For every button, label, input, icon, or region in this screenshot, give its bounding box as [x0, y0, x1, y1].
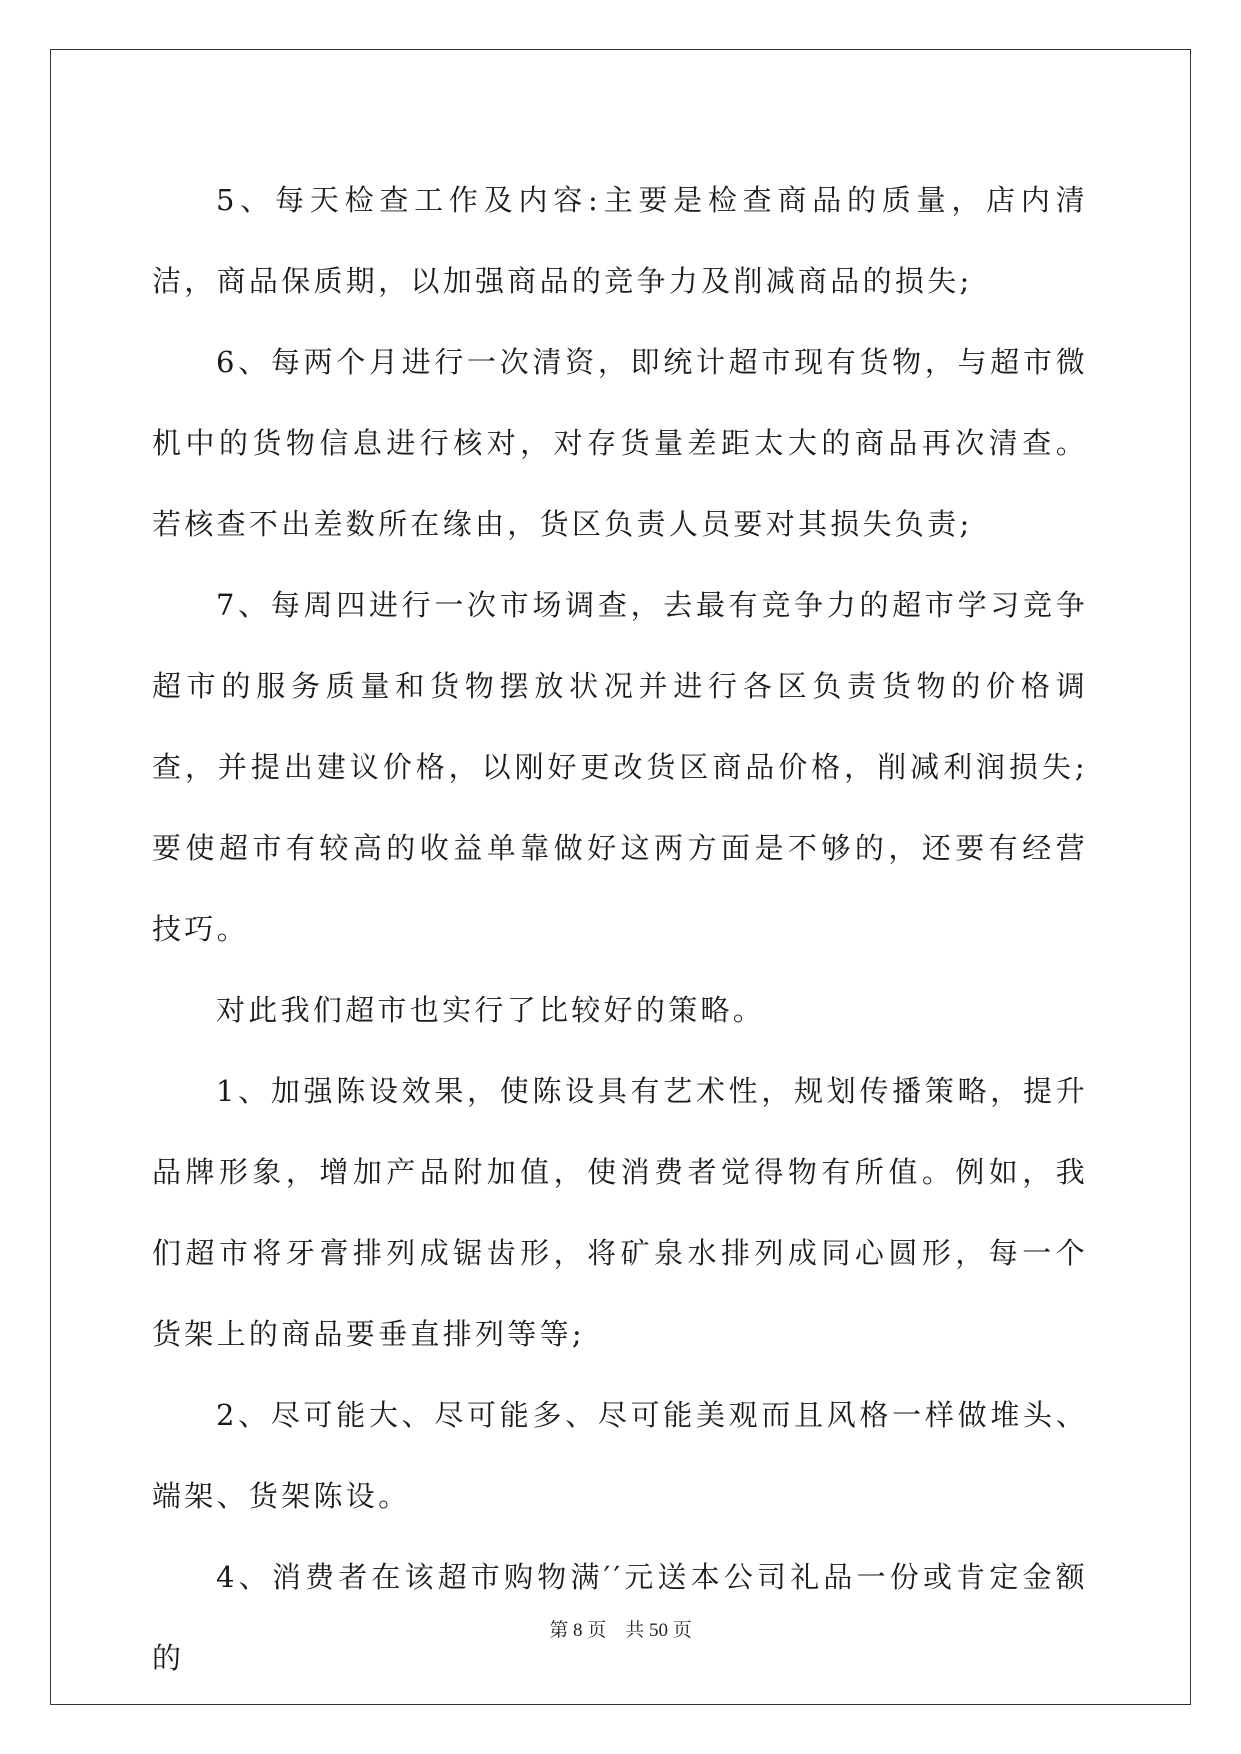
- paragraph-item-7-market-survey: 7、每周四进行一次市场调查，去最有竞争力的超市学习竞争超市的服务质量和货物摆放状况并进行各区负责货物的价格调查，并提出建议价格，以刚好更改货区商品价格，削减利润损失;要使超市有较高的收益单靠做好这两方面是不够的，还要有经营技巧。: [152, 588, 1088, 946]
- paragraph-item-2-display-style: 2、尽可能大、尽可能多、尽可能美观而且风格一样做堆头、端架、货架陈设。: [152, 1398, 1088, 1513]
- document-body: [152, 160, 1088, 1699]
- paragraph-item-4-purchase-gift: 4、消费者在该超市购物满′′元送本公司礼品一份或肯定金额的: [152, 1560, 1088, 1675]
- paragraph-strategy-intro: 对此我们超市也实行了比较好的策略。: [216, 993, 766, 1027]
- paragraph-item-6-bimonthly-inventory: 6、每两个月进行一次清资，即统计超市现有货物，与超市微机中的货物信息进行核对，对存货量差距太大的商品再次清查。若核查不出差数所在缘由，货区负责人员要对其损失负责;: [152, 345, 1088, 541]
- page-number-footer: 第 8 页 共 50 页: [549, 1620, 692, 1641]
- paragraph-item-5-daily-inspection: 5、每天检查工作及内容:主要是检查商品的质量，店内清洁，商品保质期，以加强商品的竞争力及削减商品的损失;: [152, 183, 1088, 298]
- paragraph-item-1-display-effect: 1、加强陈设效果，使陈设具有艺术性，规划传播策略，提升品牌形象，增加产品附加值，使消费者觉得物有所值。例如，我们超市将牙膏排列成锯齿形，将矿泉水排列成同心圆形，每一个货架上的商品要垂直排列等等;: [152, 1074, 1088, 1351]
